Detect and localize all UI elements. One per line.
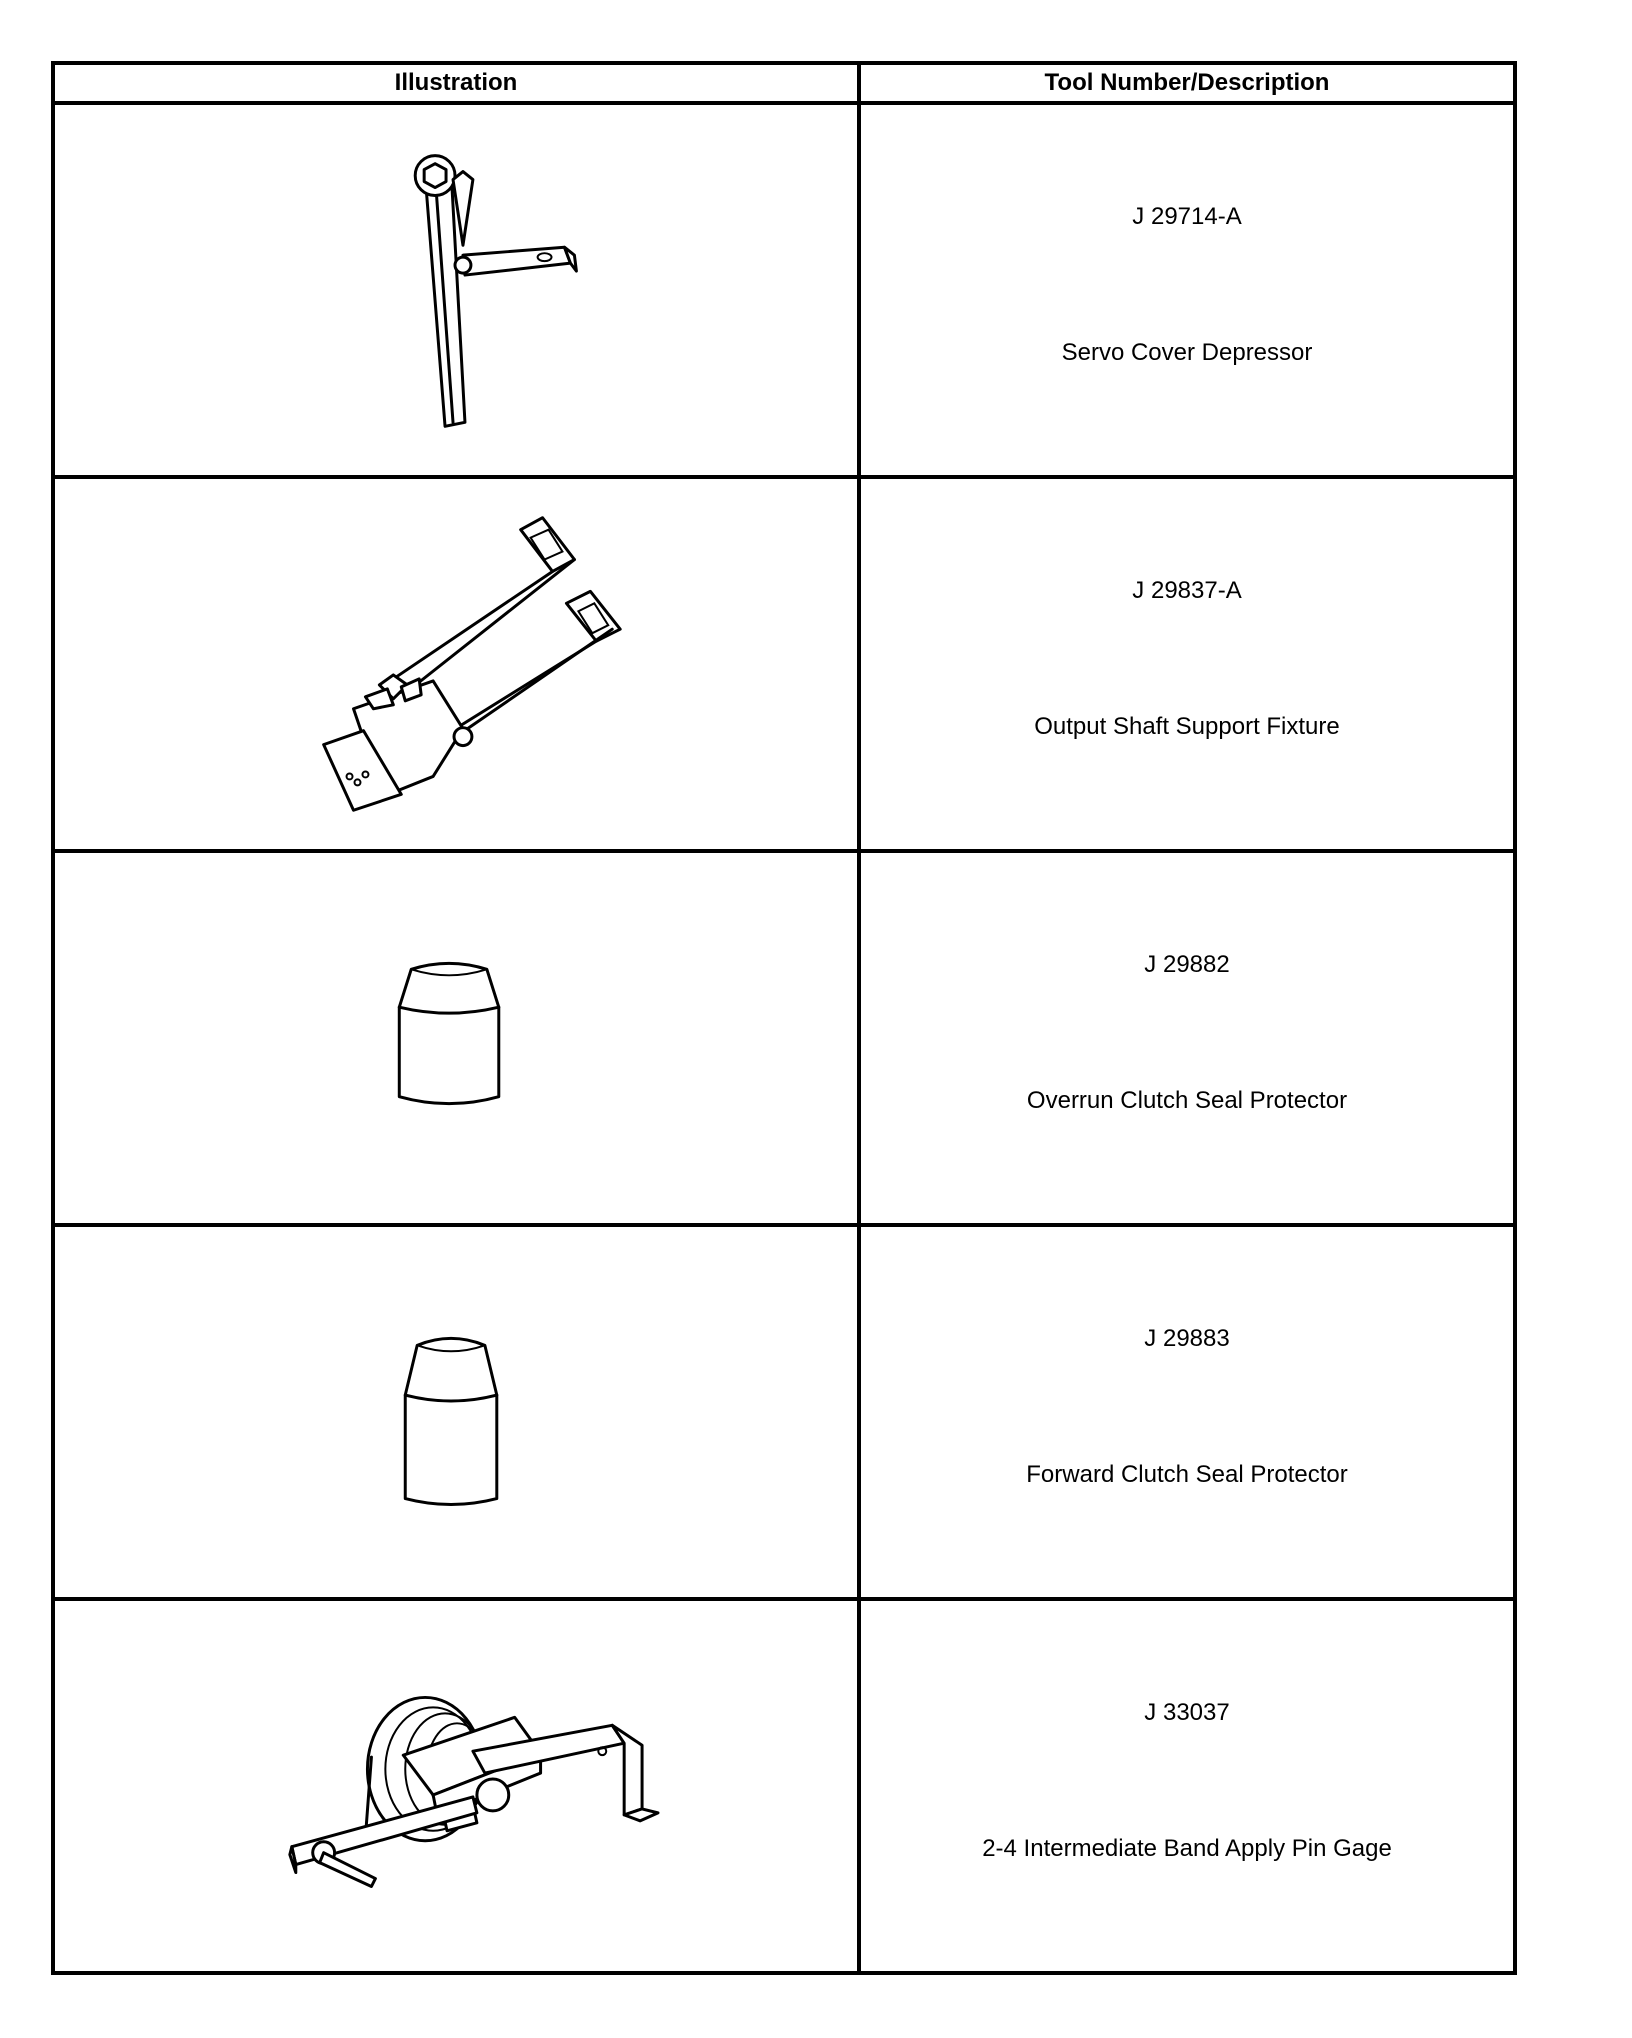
table-row xyxy=(53,851,1515,1225)
description-cell xyxy=(859,851,1515,1225)
illustration-cell xyxy=(53,851,859,1225)
forward-clutch-seal-protector-icon xyxy=(55,1227,857,1597)
table-row xyxy=(53,477,1515,851)
overrun-clutch-seal-protector-icon xyxy=(55,853,857,1223)
servo-cover-depressor-icon xyxy=(55,105,857,475)
output-shaft-support-fixture-icon xyxy=(55,479,857,849)
description-cell xyxy=(859,103,1515,477)
special-tools-table xyxy=(51,61,1517,1975)
tool-number: J 29882 xyxy=(1144,951,1230,978)
description-cell xyxy=(859,1599,1515,1973)
description-cell xyxy=(859,1225,1515,1599)
illustration-cell xyxy=(53,103,859,477)
band-apply-pin-gage-icon xyxy=(55,1601,857,1971)
tool-description: 2-4 Intermediate Band Apply Pin Gage xyxy=(982,1835,1392,1862)
description-cell xyxy=(859,477,1515,851)
illustration-cell xyxy=(53,477,859,851)
header-row xyxy=(53,63,1515,103)
table-row xyxy=(53,1225,1515,1599)
illustration-cell xyxy=(53,1225,859,1599)
header-tool-number-description: Tool Number/Description xyxy=(859,63,1515,103)
table-row xyxy=(53,103,1515,477)
header-illustration: Illustration xyxy=(53,63,859,103)
tool-number: J 29837-A xyxy=(1132,577,1242,604)
tool-number: J 29714-A xyxy=(1132,203,1242,230)
tool-description: Overrun Clutch Seal Protector xyxy=(1026,1087,1348,1114)
illustration-cell xyxy=(53,1599,859,1973)
tool-description: Forward Clutch Seal Protector xyxy=(1026,1461,1348,1488)
tool-description: Output Shaft Support Fixture xyxy=(1034,713,1340,740)
tool-number: J 29883 xyxy=(1144,1325,1230,1352)
table-row xyxy=(53,1599,1515,1973)
tool-description: Servo Cover Depressor xyxy=(1061,339,1313,366)
tool-number: J 33037 xyxy=(1144,1699,1230,1726)
